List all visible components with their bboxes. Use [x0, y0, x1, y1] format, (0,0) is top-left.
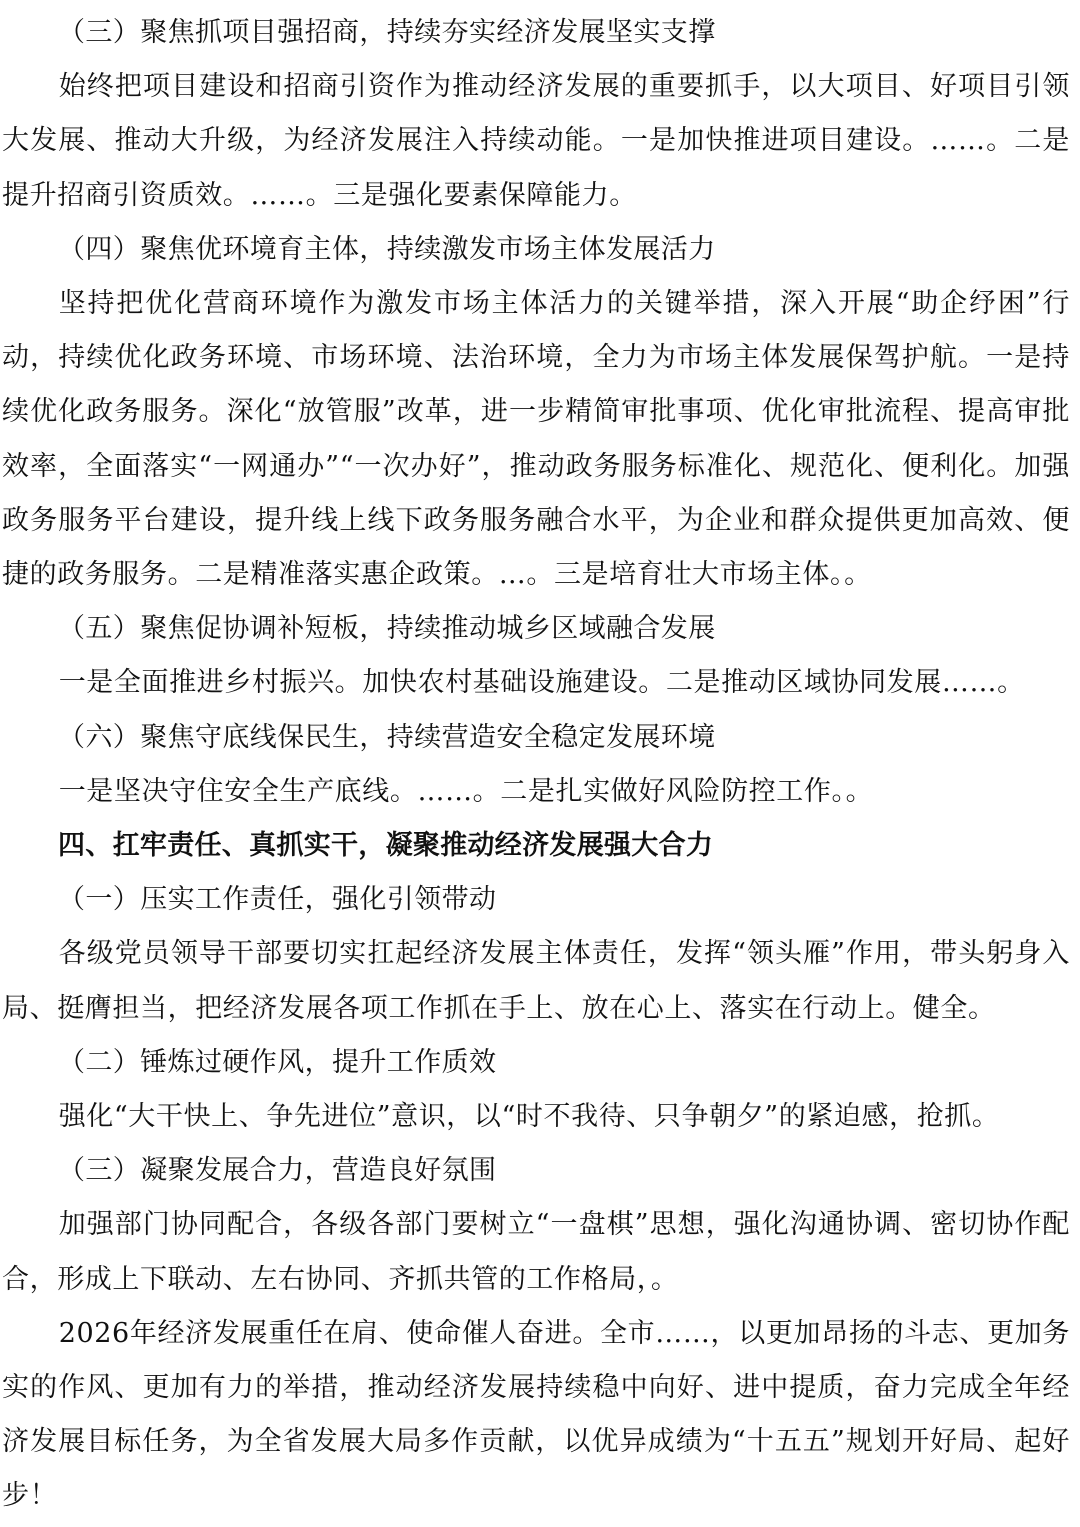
paragraph-conclusion: 2026年经济发展重任在肩、使命催人奋进。全市……，以更加昂扬的斗志、更加务实的作风、更加有力的举措，推动经济发展持续稳中向好、进中提质，奋力完成全年经济发展目标任务，为全省发展大局多作贡献，以优异成绩为“十五五”规划开好局、起好步！ — [2, 1317, 1070, 1512]
paragraph-joint-force: 加强部门协同配合，各级各部门要树立“一盘棋”思想，强化沟通协调、密切协作配合，形成上下联动、左右协同、齐抓共管的工作格局，。 — [2, 1209, 1070, 1295]
paragraph-coordinated-development: 一是全面推进乡村振兴。加快农村基础设施建设。二是推动区域协同发展……。 — [58, 667, 1025, 699]
paragraph-business-environment: 坚持把优化营商环境作为激发市场主体活力的关键举措，深入开展“助企纾困”行动，持续优化政务环境、市场环境、法治环境，全力为市场主体发展保驾护航。一是持续优化政务服务。深化“放管服”改革，进一步精简审批事项、优化审批流程、提高审批效率，全面落实“一网通办”“一次办好”，推动政务服务标准化、规范化、便利化。加强政务服务平台建设，提升线上线下政务服务融合水平，为企业和群众提供更加高效、便捷的政务服务。二是精准落实惠企政策。…。三是培育壮大市场主体。。 — [2, 288, 1070, 591]
subheading-1-work-responsibility: （一）压实工作责任，强化引领带动 — [58, 884, 497, 916]
subheading-6-safety-livelihood: （六）聚焦守底线保民生，持续营造安全稳定发展环境 — [58, 721, 716, 753]
paragraph-project-investment: 始终把项目建设和招商引资作为推动经济发展的重要抓手，以大项目、好项目引领大发展、推动大升级，为经济发展注入持续动能。一是加快推进项目建设。……。二是提升招商引资质效。……。三是强化要素保障能力。 — [2, 71, 1070, 211]
section-heading-4-responsibility: 四、扛牢责任、真抓实干，凝聚推动经济发展强大合力 — [58, 830, 714, 862]
paragraph-work-style: 强化“大干快上、争先进位”意识，以“时不我待、只争朝夕”的紧迫感，抢抓。 — [58, 1101, 1000, 1133]
subheading-3-joint-force: （三）凝聚发展合力，营造良好氛围 — [58, 1155, 497, 1187]
subheading-4-business-environment: （四）聚焦优环境育主体，持续激发市场主体发展活力 — [58, 233, 716, 265]
paragraph-safety-livelihood: 一是坚决守住安全生产底线。……。二是扎实做好风险防控工作。。 — [58, 775, 874, 807]
subheading-2-work-style: （二）锤炼过硬作风，提升工作质效 — [58, 1046, 497, 1078]
subheading-5-coordinated-development: （五）聚焦促协调补短板，持续推动城乡区域融合发展 — [58, 613, 716, 645]
paragraph-work-responsibility: 各级党员领导干部要切实扛起经济发展主体责任，发挥“领头雁”作用，带头躬身入局、挺膺担当，把经济发展各项工作抓在手上、放在心上、落实在行动上。健全。 — [2, 938, 1070, 1024]
subheading-3-project-investment: （三）聚焦抓项目强招商，持续夯实经济发展坚实支撑 — [58, 17, 716, 48]
